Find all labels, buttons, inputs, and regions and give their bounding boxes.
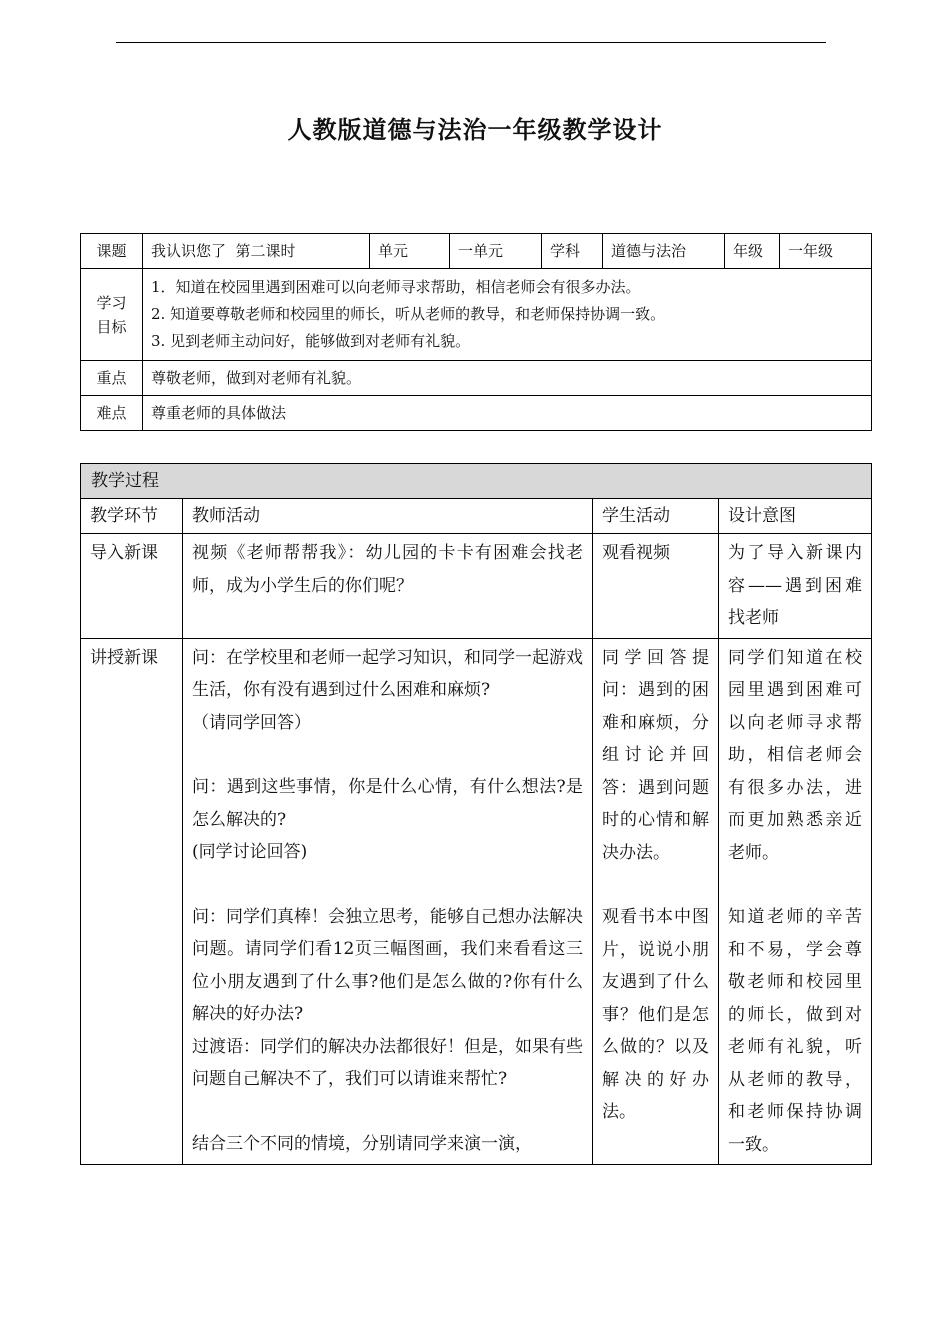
design-intent [719, 534, 872, 639]
key-label: 重点 [81, 361, 143, 396]
info-row-key [81, 361, 872, 396]
lesson-info-table [80, 233, 872, 431]
goals-list [143, 269, 872, 361]
spacer [192, 1096, 583, 1128]
goals-label [81, 269, 143, 361]
teacher-paragraph: 视频《老师帮帮我》：幼儿园的卡卡有困难会找老师，成为小学生后的你们呢？ [192, 543, 583, 596]
grade-value: 一年级 [780, 234, 872, 269]
teacher-paragraph: 问：在学校里和老师一起学习知识，和同学一起游戏生活，你有没有遇到过什么困难和麻烦? [192, 647, 583, 700]
spacer [192, 869, 583, 901]
section-title: 教学过程 [81, 464, 872, 499]
intent-paragraph: 同学们知道在校园里遇到困难可以向老师寻求帮助，相信老师会有很多办法，进而更加熟悉亲近老师。 [728, 647, 862, 863]
key-value: 尊敬老师，做到对老师有礼貌。 [143, 361, 872, 396]
teacher-paragraph: 过渡语：同学们的解决办法都很好！但是，如果有些问题自己解决不了，我们可以请谁来帮忙? [192, 1036, 583, 1089]
intent-paragraph: 知道老师的辛苦和不易，学会尊敬老师和校园里的师长，做到对老师有礼貌，听从老师的教导，和老师保持协调一致。 [728, 907, 862, 1155]
difficulty-value: 尊重老师的具体做法 [143, 396, 872, 431]
teacher-paragraph: （请同学回答） [192, 712, 311, 733]
header-teacher: 教师活动 [183, 499, 593, 534]
info-row-difficulty [81, 396, 872, 431]
goal-item: 3. 见到老师主动问好，能够做到对老师有礼貌。 [151, 332, 471, 350]
student-paragraph: 观看书本中图片，说说小朋友遇到了什么事？他们是怎么做的？以及解决的好办法。 [602, 907, 709, 1122]
process-row-intro [81, 534, 872, 639]
spacer [728, 869, 862, 901]
goal-item: 2. 知道要尊敬老师和校园里的师长，听从老师的教导，和老师保持协调一致。 [151, 305, 666, 323]
teacher-activity [183, 534, 593, 639]
grade-label: 年级 [725, 234, 780, 269]
header-intent: 设计意图 [719, 499, 872, 534]
design-intent [719, 638, 872, 1165]
student-activity [593, 534, 719, 639]
page-title: 人教版道德与法治一年级教学设计 [287, 115, 663, 144]
spacer [192, 739, 583, 771]
teaching-process-table [80, 463, 872, 1165]
process-header-row [81, 499, 872, 534]
topic-value: 我认识您了 第二课时 [143, 234, 370, 269]
student-paragraph: 同学回答提问：遇到的困难和麻烦，分组讨论并回答：遇到问题时的心情和解决办法。 [602, 647, 709, 863]
spacer [602, 869, 709, 901]
header-stage: 教学环节 [81, 499, 183, 534]
header-student: 学生活动 [593, 499, 719, 534]
teacher-activity [183, 638, 593, 1165]
unit-label: 单元 [370, 234, 450, 269]
goals-label-line-1: 学习 [96, 293, 127, 312]
topic-label: 课题 [81, 234, 143, 269]
unit-value: 一单元 [450, 234, 542, 269]
process-row-lecture [81, 638, 872, 1165]
info-row-goals [81, 269, 872, 361]
goals-label-line-2: 目标 [96, 317, 127, 336]
difficulty-label: 难点 [81, 396, 143, 431]
subject-value: 道德与法治 [603, 234, 725, 269]
stage-cell: 讲授新课 [81, 638, 183, 1165]
intent-paragraph: 为了导入新课内容——遇到困难找老师 [728, 543, 862, 628]
teacher-paragraph: 问：遇到这些事情，你是什么心情，有什么想法?是怎么解决的? [192, 777, 583, 830]
teacher-paragraph: 问：同学们真棒！会独立思考，能够自己想办法解决问题。请同学们看12页三幅图画，我们来看看这三位小朋友遇到了什么事?他们是怎么做的?你有什么解决的好办法? [192, 906, 583, 1024]
goal-item: 1．知道在校园里遇到困难可以向老师寻求帮助，相信老师会有很多办法。 [151, 278, 641, 296]
student-paragraph: 观看视频 [602, 543, 670, 563]
stage-cell: 导入新课 [81, 534, 183, 639]
teacher-paragraph: (同学讨论回答) [192, 842, 308, 862]
teacher-paragraph: 结合三个不同的情境，分别请同学来演一演， [192, 1133, 532, 1154]
subject-label: 学科 [542, 234, 603, 269]
process-section-row [81, 464, 872, 499]
info-row-topic [81, 234, 872, 269]
header-rule [116, 42, 826, 43]
student-activity [593, 638, 719, 1165]
